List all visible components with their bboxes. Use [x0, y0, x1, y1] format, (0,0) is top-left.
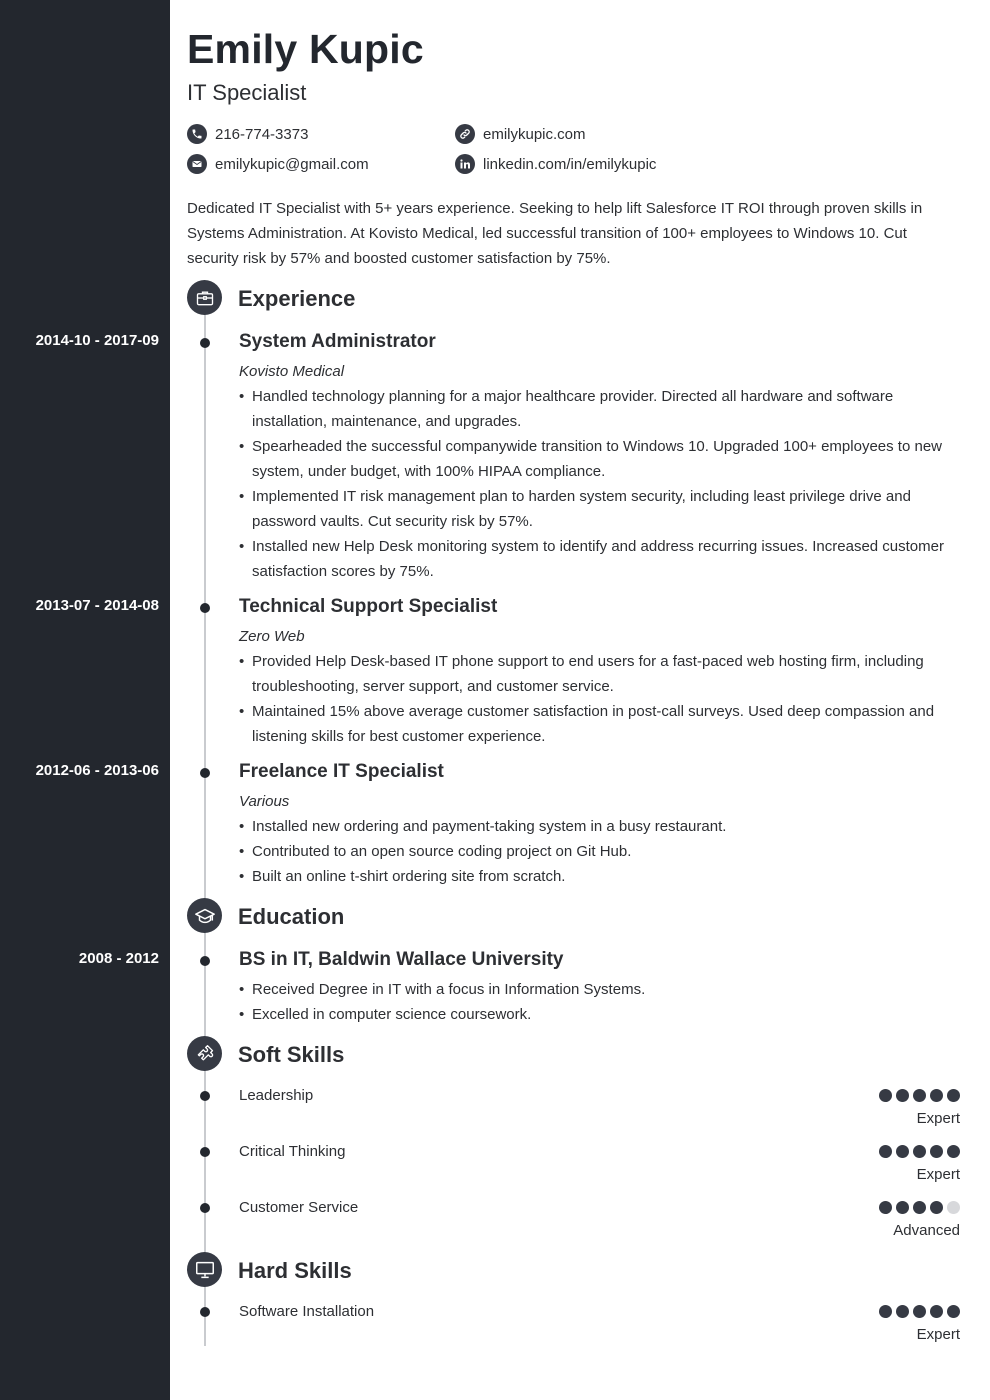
timeline-dot: [200, 1147, 210, 1157]
website-text: emilykupic.com: [483, 125, 586, 143]
section-title-education: Education: [238, 904, 345, 929]
email-text: emilykupic@gmail.com: [215, 155, 369, 173]
job-company: Zero Web: [239, 628, 305, 645]
graduation-cap-icon: [187, 898, 222, 933]
job-date: 2014-10 - 2017-09: [35, 332, 159, 349]
rating-dot-filled: [896, 1201, 909, 1214]
job-bullets: [239, 649, 959, 749]
profile-summary: Dedicated IT Specialist with 5+ years experience. Seeking to help lift Salesforce IT ROI through proven skills in Systems Administration. At Kovisto Medical, led successful transition of 100+ employees to Windows 10. Cut security risk by 57% and boosted customer satisfaction by 75%.: [187, 200, 923, 267]
rating-dot-empty: [947, 1201, 960, 1214]
timeline-line: [204, 300, 206, 1346]
job-bullet: • Installed new Help Desk monitoring system to identify and address recurring issues. Increased customer satisfaction scores by 75%.: [239, 534, 959, 584]
job-title: Technical Support Specialist: [239, 596, 498, 617]
job-company: Kovisto Medical: [239, 363, 345, 380]
job-bullet: • Handled technology planning for a major healthcare provider. Directed all hardware and software installation, maintenance, and upgrades.: [239, 384, 959, 434]
rating-dot-filled: [930, 1305, 943, 1318]
rating-dot-filled: [947, 1305, 960, 1318]
job-date: 2013-07 - 2014-08: [35, 597, 159, 614]
timeline-dot: [200, 1307, 210, 1317]
section-title-hard-skills: Hard Skills: [238, 1258, 352, 1283]
candidate-title: IT Specialist: [187, 80, 307, 105]
phone-icon: [187, 124, 207, 144]
briefcase-icon: [187, 280, 222, 315]
timeline-dot: [200, 956, 210, 966]
job-bullet: • Spearheaded the successful companywide transition to Windows 10. Upgraded 100+ employees to new system, under budget, with 100% HIPAA compliance.: [239, 434, 959, 484]
job-title: Freelance IT Specialist: [239, 761, 444, 782]
rating-dot-filled: [913, 1305, 926, 1318]
sidebar: [0, 0, 170, 1400]
job-bullet: • Built an online t-shirt ordering site from scratch.: [239, 864, 959, 889]
job-company: Various: [239, 793, 290, 810]
rating-dot-filled: [879, 1089, 892, 1102]
job-title: System Administrator: [239, 331, 436, 352]
education-date: 2008 - 2012: [78, 950, 159, 967]
rating-dot-filled: [879, 1305, 892, 1318]
timeline-dot: [200, 1091, 210, 1101]
rating-dot-filled: [896, 1305, 909, 1318]
section-title-experience: Experience: [238, 286, 356, 311]
phone-text: 216-774-3373: [215, 125, 309, 143]
job-bullets: [239, 384, 959, 584]
job-bullets: [239, 814, 959, 889]
candidate-name: Emily Kupic: [187, 26, 424, 72]
rating-dot-filled: [947, 1089, 960, 1102]
skill-name: Critical Thinking: [239, 1143, 346, 1160]
job-bullet: • Contributed to an open source coding project on Git Hub.: [239, 839, 959, 864]
skill-level: Expert: [916, 1110, 960, 1127]
skill-name: Leadership: [239, 1087, 314, 1104]
timeline-dot: [200, 1203, 210, 1213]
skill-level: Expert: [916, 1166, 960, 1183]
skill-rating: [879, 1305, 960, 1318]
skill-rating: [879, 1201, 960, 1214]
skill-rating: [879, 1089, 960, 1102]
degree-title: BS in IT, Baldwin Wallace University: [239, 949, 564, 970]
education-bullets: [239, 977, 959, 1027]
education-bullet: • Received Degree in IT with a focus in Information Systems.: [239, 977, 959, 1002]
linkedin-text: linkedin.com/in/emilykupic: [483, 155, 657, 173]
contact-linkedin[interactable]: [455, 154, 656, 174]
contact-email[interactable]: [187, 154, 369, 174]
link-icon: [455, 124, 475, 144]
job-bullet: • Installed new ordering and payment-taking system in a busy restaurant.: [239, 814, 959, 839]
skill-name: Customer Service: [239, 1199, 359, 1216]
education-bullet: • Excelled in computer science coursework.: [239, 1002, 959, 1027]
rating-dot-filled: [913, 1201, 926, 1214]
email-icon: [187, 154, 207, 174]
rating-dot-filled: [930, 1089, 943, 1102]
job-bullet: • Provided Help Desk-based IT phone support to end users for a fast-paced web hosting firm, including troubleshooting, server support, and customer service.: [239, 649, 959, 699]
skill-level: Advanced: [893, 1222, 960, 1239]
rating-dot-filled: [896, 1089, 909, 1102]
skill-rating: [879, 1145, 960, 1158]
rating-dot-filled: [930, 1201, 943, 1214]
linkedin-icon: [455, 154, 475, 174]
rating-dot-filled: [896, 1145, 909, 1158]
job-bullet: • Implemented IT risk management plan to harden system security, including least privilege drive and password vaults. Cut security risk by 57%.: [239, 484, 959, 534]
rating-dot-filled: [879, 1201, 892, 1214]
rating-dot-filled: [930, 1145, 943, 1158]
skill-name: Software Installation: [239, 1303, 375, 1320]
rating-dot-filled: [947, 1145, 960, 1158]
contact-website[interactable]: [455, 124, 586, 144]
job-date: 2012-06 - 2013-06: [35, 762, 159, 779]
section-title-soft-skills: Soft Skills: [238, 1042, 345, 1067]
skill-level: Expert: [916, 1326, 960, 1343]
rating-dot-filled: [913, 1145, 926, 1158]
rating-dot-filled: [913, 1089, 926, 1102]
timeline-dot: [200, 603, 210, 613]
rating-dot-filled: [879, 1145, 892, 1158]
monitor-icon: [187, 1252, 222, 1287]
timeline-dot: [200, 338, 210, 348]
puzzle-icon: [187, 1036, 222, 1071]
timeline-dot: [200, 768, 210, 778]
job-bullet: • Maintained 15% above average customer satisfaction in post-call surveys. Used deep compassion and listening skills for best customer experience.: [239, 699, 959, 749]
contact-phone[interactable]: [187, 124, 308, 144]
